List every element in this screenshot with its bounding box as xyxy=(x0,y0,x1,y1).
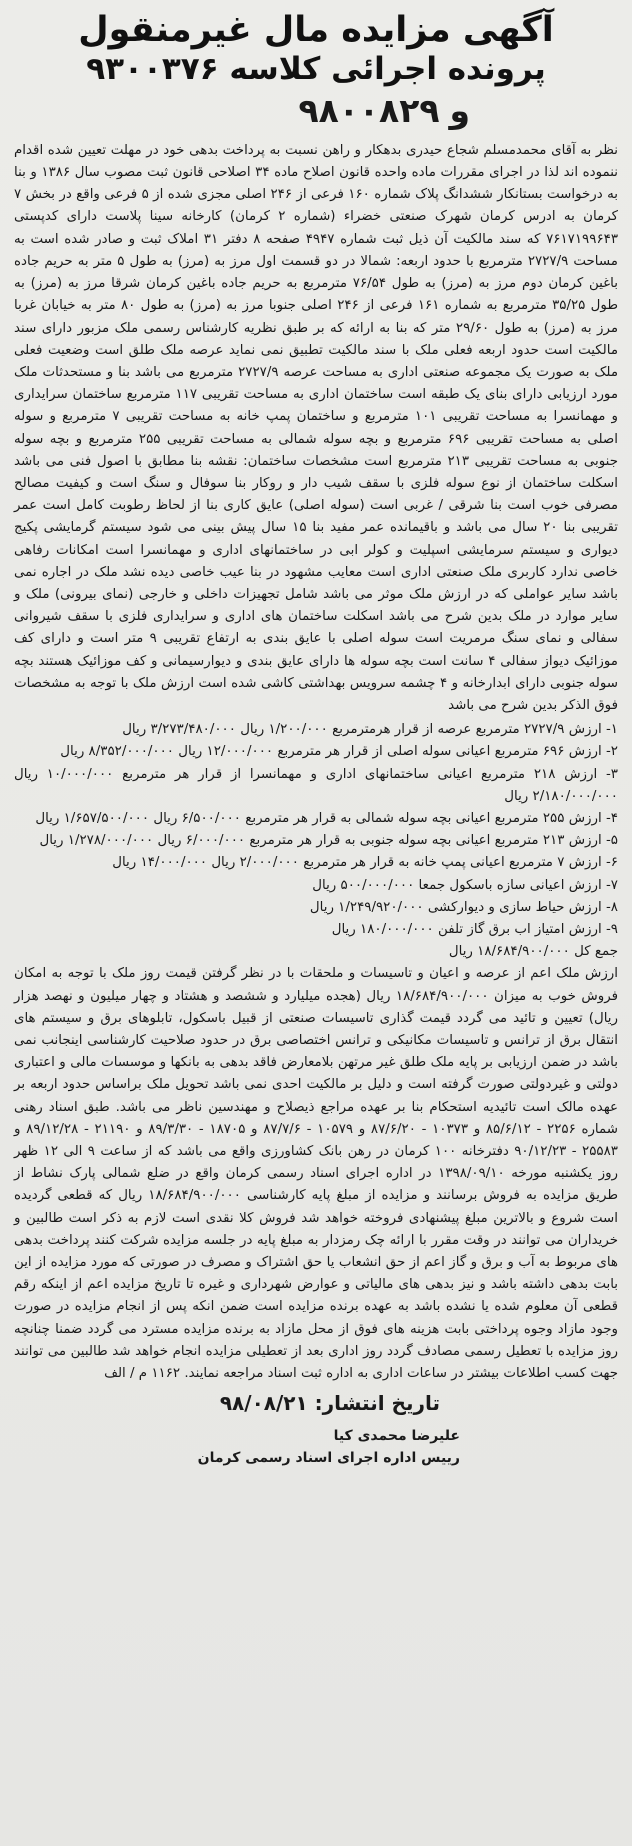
case-number-secondary: ۹۸۰۰۸۲۹ xyxy=(298,91,440,131)
valuation-item: ۱- ارزش ۲۷۲۷/۹ مترمربع عرصه از قرار هرمترمربع ۱/۲۰۰/۰۰۰ ریال ۳/۲۷۳/۴۸۰/۰۰۰ ریال xyxy=(122,722,618,738)
signature-block xyxy=(12,1425,620,1469)
valuation-item: ۹- ارزش امتیاز اب برق گاز تلفن ۱۸۰/۰۰۰/۰۰۰ ریال xyxy=(331,921,618,937)
case-number-line: پرونده اجرائی کلاسه ۹۳۰۰۳۷۶ xyxy=(86,51,546,88)
case-number-conjunction: و xyxy=(449,91,470,131)
valuation-item: ۷- ارزش اعیانی سازه باسکول جمعا ۵۰۰/۰۰۰/۰۰۰ ریال xyxy=(312,877,618,893)
valuation-item: ۸- ارزش حیاط سازی و دیوارکشی ۱/۲۴۹/۹۲۰/۰۰۰ ریال xyxy=(309,899,618,915)
valuation-item: ۴- ارزش ۲۵۵ مترمربع اعیانی بچه سوله شمالی به قرار هر مترمربع ۶/۵۰۰/۰۰۰ ریال ۱/۶۵۷/۵۰۰/۰۰۰ ریال xyxy=(35,810,618,826)
notice-body: نظر به آقای محمدمسلم شجاع حیدری بدهکار و راهن نسبت به پرداخت بدهی خود در مهلت تعیین شده اقدام ننموده اند لذا در اجرای مقررات ماده واحده قانون اصلاح ماده ۳۴ اصلاحی قانون ثبت مصوب سال ۱۳۸۶ و بنا به درخواست بستانکار ششدانگ پلاک شماره ۱۶۰ فرعی از ۲۴۶ اصلی مجزی شده از ۵ فرعی واقع در بخش ۷ کرمان به ادرس کرمان شهرک صنعتی خضراء (شماره ۲ کرمان) کارخانه سینا پلاست دارای کدپستی ۷۶۱۷۱۹۹۶۴۳ که سند مالکیت آن ذیل ثبت شماره ۴۹۴۷ صفحه ۸ دفتر ۳۱ املاک ثبت و صادر شده است به مساحت ۲۷۲۷/۹ مترمربع با حدود اربعه: شمالا در دو قسمت اول مرز به (مرز) به طول ۵ متر به حریم جاده باغین کرمان دوم مرز به (مرز) به طول ۷۶/۵۴ مترمربع به حریم جاده باغین کرمان شرقا مرز به (مرز) به طول ۳۵/۲۵ مترمربع به شماره ۱۶۱ فرعی از ۲۴۶ اصلی جنوبا مرز به (مرز) به طول ۸۰ متر به خیابان غربا مرز به (مرز) به طول ۲۹/۶۰ متر که بنا به ارائه که بر طبق نظریه کارشناس رسمی ملک مزبور دارای سند مالکیت است حدود اربعه فعلی ملک با سند مالکیت تطبیق نمی نماید عرصه ملک طلق است وضعیت فعلی ملک به صورت یک مجموعه صنعتی اداری به مساحت عرصه ۲۷۲۷/۹ مترمربع می باشد بنا و مستحدثات ملک مورد ارزیابی دارای بنای یک طبقه است ساختمان اداری به مساحت تقریبی ۱۱۷ مترمربع ساختمان سرایداری و مهمانسرا به مساحت تقریبی ۱۰۱ مترمربع و ساختمان پمپ خانه به مساحت تقریبی ۷ مترمربع و سوله اصلی به مساحت تقریبی ۶۹۶ مترمربع و بچه سوله شمالی به مساحت تقریبی ۲۵۵ مترمربع و بچه سوله جنوبی به مساحت تقریبی ۲۱۳ مترمربع است مشخصات ساختمان: نقشه بنا مطابق با اصول فنی می باشد اسکلت ساختمان از نوع سوله فلزی با سقف شیب دار و روکار بنا سوفال و سنگ است و کیفیت مصالح مصرفی خوب است بنا شرقی / غربی است (سوله اصلی) عایق کاری بنا از لحاظ رطوبت کامل است عمر تقریبی بنا ۲۰ سال می باشد و باقیمانده عمر مفید بنا ۱۵ سال پیش بینی می شود سیستم گرمایشی پکیج دیواری و سیستم سرمایشی اسپلیت و کولر ابی در ساختمانهای اداری و مهمانسرا است امکانات رفاهی خاصی ندارد کاربری ملک صنعتی اداری است معایب مشهود در بنا عیب خاصی دیده نشد ملک در اجاره نمی باشد سایر عواملی که در ارزش ملک موثر می باشد شامل تجهیزات داخلی و خارجی (نمای بیرونی) ملک و سایر موارد در ملک بدین شرح می باشد اسکلت ساختمان های اداری و سرایداری فلزی با سقف شیروانی سفالی و نمای سنگ مرمریت است سوله اصلی با عایق بندی به ارتفاع تقریبی ۹ متر است و دارای کف موزائیک دیواز سفالی ۴ سانت است بچه سوله ها دارای عایق بندی و دیوارسیمانی و کف موزائیک هستند بچه سوله جنوبی دارای ابدارخانه و ۴ چشمه سرویس بهداشتی کاشی شده است ارزش ملک با توجه به مشخصات فوق الذکر بدین شرح می باشد xyxy=(14,142,619,713)
valuation-item: ۵- ارزش ۲۱۳ مترمربع اعیانی بچه سوله جنوبی به قرار هر مترمربع ۶/۰۰۰/۰۰۰ ریال ۱/۲۷۸/۰۰۰/۰۰۰ ریال xyxy=(39,833,618,849)
signer-name: علیرضا محمدی کیا xyxy=(333,1428,460,1445)
valuation-total: جمع کل ۱۸/۶۸۴/۹۰۰/۰۰۰ ریال xyxy=(448,944,618,960)
valuation-item: ۶- ارزش ۷ مترمربع اعیانی پمپ خانه به قرار هر مترمربع ۲/۰۰۰/۰۰۰ ریال ۱۴/۰۰۰/۰۰۰ ریال xyxy=(112,855,618,871)
notice-closing: ارزش ملک اعم از عرصه و اعیان و تاسیسات و ملحقات با در نظر گرفتن قیمت روز ملک با توجه به امکان فروش خوب به میزان ۱۸/۶۸۴/۹۰۰/۰۰۰ ریال (هجده میلیارد و ششصد و هشتاد و چهار میلیون و نهصد هزار ریال) تعیین و تائید می گردد قیمت گذاری تاسیسات صنعتی از قبیل باسکول، تابلوهای برق و سیستم های انتقال برق از ترانس و تاسیسات مکانیکی و ترانس اختصاصی برق در حدود صلاحیت کارشناسی اینجانب نمی باشد در ضمن ارزیابی بر پایه ملک طلق غیر مرتهن بلامعارض فاقد بدهی به بانکها و موسسات مالی و اعتباری دولتی و غیردولتی صورت گرفته است و دلیل بر مالکیت احدی نمی باشد تحویل ملک براساس حدود اربعه بر عهده مالک است تائیدیه استحکام بنا بر عهده مراجع ذیصلاح و مهندسین ناظر می باشد. طبق اسناد رهنی شماره ۲۲۵۶ - ۸۵/۶/۱۲ و ۱۰۳۷۳ - ۸۷/۶/۲۰ و ۱۰۵۷۹ - ۸۷/۷/۶ و ۱۸۷۰۵ - ۸۹/۳/۳۰ و ۲۱۱۹۰ - ۸۹/۱۲/۲۸ و ۲۵۵۸۳ - ۹۰/۱۲/۲۳ دفترخانه ۱۰۰ کرمان در رهن بانک کشاورزی واقع می باشد که از ساعت ۹ الی ۱۲ ظهر روز یکشنبه مورخه ۱۳۹۸/۰۹/۱۰ در اداره اجرای اسناد رسمی کرمان واقع در ضلع شمالی پارک نشاط از طریق مزایده به فروش برسانند و مزایده از مبلغ پایه کارشناسی ۱۸/۶۸۴/۹۰۰/۰۰۰ ریال که قطعی گردیده است شروع و بالاترین مبلغ پیشنهادی فروخته خواهد شد فروش کلا نقدی است لازم به ذکر است طالبین و خریداران می توانند در وقت مقرر با ارائه چک رمزدار به مبلغ پایه در جلسه مزایده شرکت کنند پرداخت بدهی های مربوط به آب و برق و گاز اعم از حق انشعاب یا حق اشتراک و مصرف در صورتی که مورد مزایده از این بابت بدهی داشته باشد و نیز بدهی های مالیاتی و عوارض شهرداری و غیره تا تاریخ مزایده اعم از اینکه رقم قطعی آن معلوم شده یا نشده باشد به عهده برنده مزایده است ضمن انکه پس از انجام مزایده در صورت وجود مازاد وجوه پرداختی بابت هزینه های فوق از محل مازاد به برنده مزایده مسترد می گردد ضمنا چنانچه روز مزایده با تعطیل رسمی مصادف گردد روز اداری بعد از تعطیلی مزایده انجام خواهد شد طالبین می توانند جهت کسب اطلاعات بیشتر در ساعات اداری به اداره ثبت اسناد مراجعه نمایند. ۱۱۶۲ م / الف xyxy=(14,966,619,1382)
valuation-item: ۳- ارزش ۲۱۸ مترمربع اعیانی ساختمانهای اداری و مهمانسرا از قرار هر مترمربع ۱۰/۰۰۰/۰۰۰ ریال ۲/۱۸۰/۰۰۰/۰۰۰ ریال xyxy=(14,766,618,804)
valuation-item: ۲- ارزش ۶۹۶ مترمربع اعیانی سوله اصلی از قرار هر مترمربع ۱۲/۰۰۰/۰۰۰ ریال ۸/۳۵۲/۰۰۰/۰۰۰ ریال xyxy=(60,744,618,760)
publish-date: تاریخ انتشار: ۹۸/۰۸/۲۱ xyxy=(219,1391,440,1416)
notice-title: آگهی مزایده مال غیرمنقول xyxy=(78,10,554,50)
valuation-list xyxy=(14,719,618,963)
signer-title: رییس اداره اجرای اسناد رسمی کرمان xyxy=(197,1450,460,1467)
case-number-row xyxy=(12,88,620,134)
